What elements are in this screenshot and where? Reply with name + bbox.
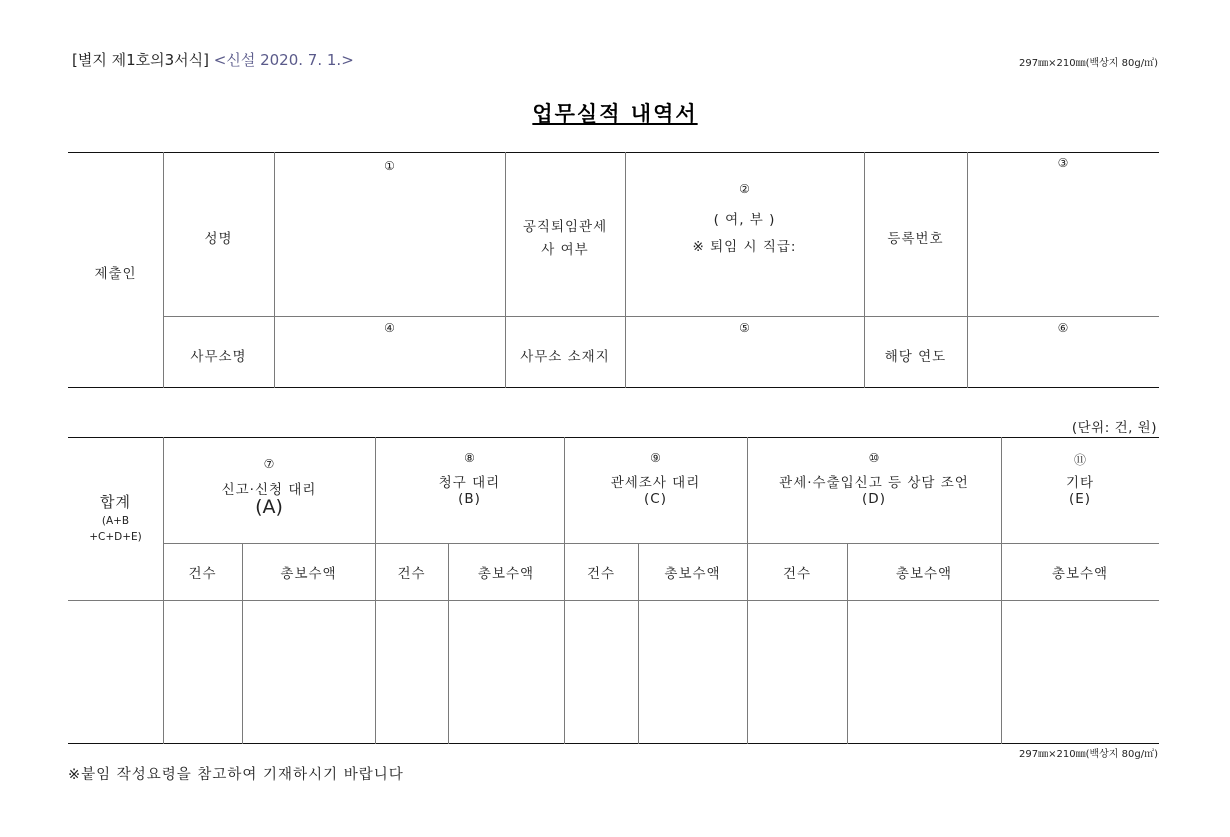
office-address-field-number: ⑤ bbox=[739, 321, 750, 335]
col-a-code: (A) bbox=[255, 496, 283, 518]
name-field-number: ① bbox=[384, 159, 395, 173]
page-title: 업무실적 내역서 bbox=[532, 102, 698, 126]
total-formula-2: +C+D+E) bbox=[89, 531, 142, 543]
col-c-amount-cell[interactable] bbox=[639, 601, 746, 742]
col-b-number: ⑧ bbox=[464, 451, 475, 465]
col-e-amount-header: 총보수액 bbox=[1051, 566, 1109, 582]
col-c-count-cell[interactable] bbox=[565, 601, 637, 742]
col-b-label: 청구 대리 bbox=[438, 475, 501, 491]
col-d-label: 관세·수출입신고 등 상담 조언 bbox=[779, 475, 969, 491]
year-label: 해당 연도 bbox=[884, 349, 947, 365]
retire-position-field[interactable]: ※ 퇴임 시 직급: bbox=[692, 239, 797, 255]
office-address-label: 사무소 소재지 bbox=[520, 349, 610, 365]
col-c-count-header: 건수 bbox=[586, 566, 616, 582]
col-d-amount-cell[interactable] bbox=[848, 601, 1000, 742]
footer-size-note: 297㎜×210㎜(백상지 80g/㎡) bbox=[1019, 749, 1158, 760]
col-e-number: ⑪ bbox=[1073, 453, 1086, 467]
col-a-amount-header: 총보수액 bbox=[280, 566, 337, 582]
registration-number-label: 등록번호 bbox=[887, 231, 944, 247]
col-a-count-cell[interactable] bbox=[164, 601, 241, 742]
col-d-count-cell[interactable] bbox=[748, 601, 846, 742]
form-id bbox=[72, 49, 354, 70]
form-new-date: <신설 2020. 7. 1.> bbox=[213, 51, 354, 69]
office-name-label: 사무소명 bbox=[190, 349, 247, 365]
col-c-amount-header: 총보수액 bbox=[664, 566, 721, 582]
col-d-number: ⑩ bbox=[868, 451, 880, 465]
col-b-code: (B) bbox=[458, 491, 481, 507]
office-address-field[interactable] bbox=[626, 337, 863, 386]
former-official-label-2: 사 여부 bbox=[541, 242, 589, 258]
col-a-label: 신고·신청 대리 bbox=[221, 482, 317, 498]
total-label: 합계 bbox=[100, 493, 131, 511]
col-d-code: (D) bbox=[862, 491, 886, 507]
paper-size-note: 297㎜×210㎜(백상지 80g/㎡) bbox=[1019, 58, 1158, 69]
col-c-label: 관세조사 대리 bbox=[610, 475, 701, 491]
office-name-field[interactable] bbox=[275, 337, 504, 386]
former-official-field-number: ② bbox=[739, 182, 750, 196]
col-a-amount-cell[interactable] bbox=[243, 601, 374, 742]
col-e-label: 기타 bbox=[1065, 475, 1095, 491]
col-e-amount-cell[interactable] bbox=[1002, 601, 1158, 742]
col-b-count-cell[interactable] bbox=[376, 601, 447, 742]
instruction-note: ※붙임 작성요령을 참고하여 기재하시기 바랍니다 bbox=[68, 767, 404, 783]
name-label: 성명 bbox=[204, 231, 233, 247]
name-field[interactable] bbox=[275, 175, 504, 315]
registration-number-field[interactable] bbox=[968, 172, 1158, 315]
col-c-number: ⑨ bbox=[650, 451, 661, 465]
col-e-code: (E) bbox=[1068, 491, 1092, 507]
former-official-label-1: 공직퇴임관세 bbox=[522, 219, 608, 235]
submitter-label: 제출인 bbox=[94, 266, 137, 282]
registration-number-field-number: ③ bbox=[1057, 156, 1069, 170]
total-value-cell[interactable] bbox=[69, 601, 162, 742]
office-name-field-number: ④ bbox=[384, 321, 395, 335]
col-d-count-header: 건수 bbox=[782, 566, 812, 582]
col-a-count-header: 건수 bbox=[188, 566, 217, 582]
col-c-code: (C) bbox=[644, 491, 667, 507]
col-b-amount-cell[interactable] bbox=[449, 601, 563, 742]
col-b-amount-header: 총보수액 bbox=[477, 566, 535, 582]
form-number: [별지 제1호의3서식] bbox=[72, 51, 209, 69]
col-a-number: ⑦ bbox=[263, 457, 275, 471]
year-field-number: ⑥ bbox=[1057, 321, 1069, 335]
year-field[interactable] bbox=[968, 337, 1158, 386]
col-b-count-header: 건수 bbox=[397, 566, 426, 582]
former-official-choice[interactable]: ( 여, 부 ) bbox=[713, 212, 776, 228]
col-d-amount-header: 총보수액 bbox=[895, 566, 953, 582]
total-formula-1: (A+B bbox=[101, 515, 130, 527]
unit-note: (단위: 건, 원) bbox=[1071, 420, 1157, 436]
